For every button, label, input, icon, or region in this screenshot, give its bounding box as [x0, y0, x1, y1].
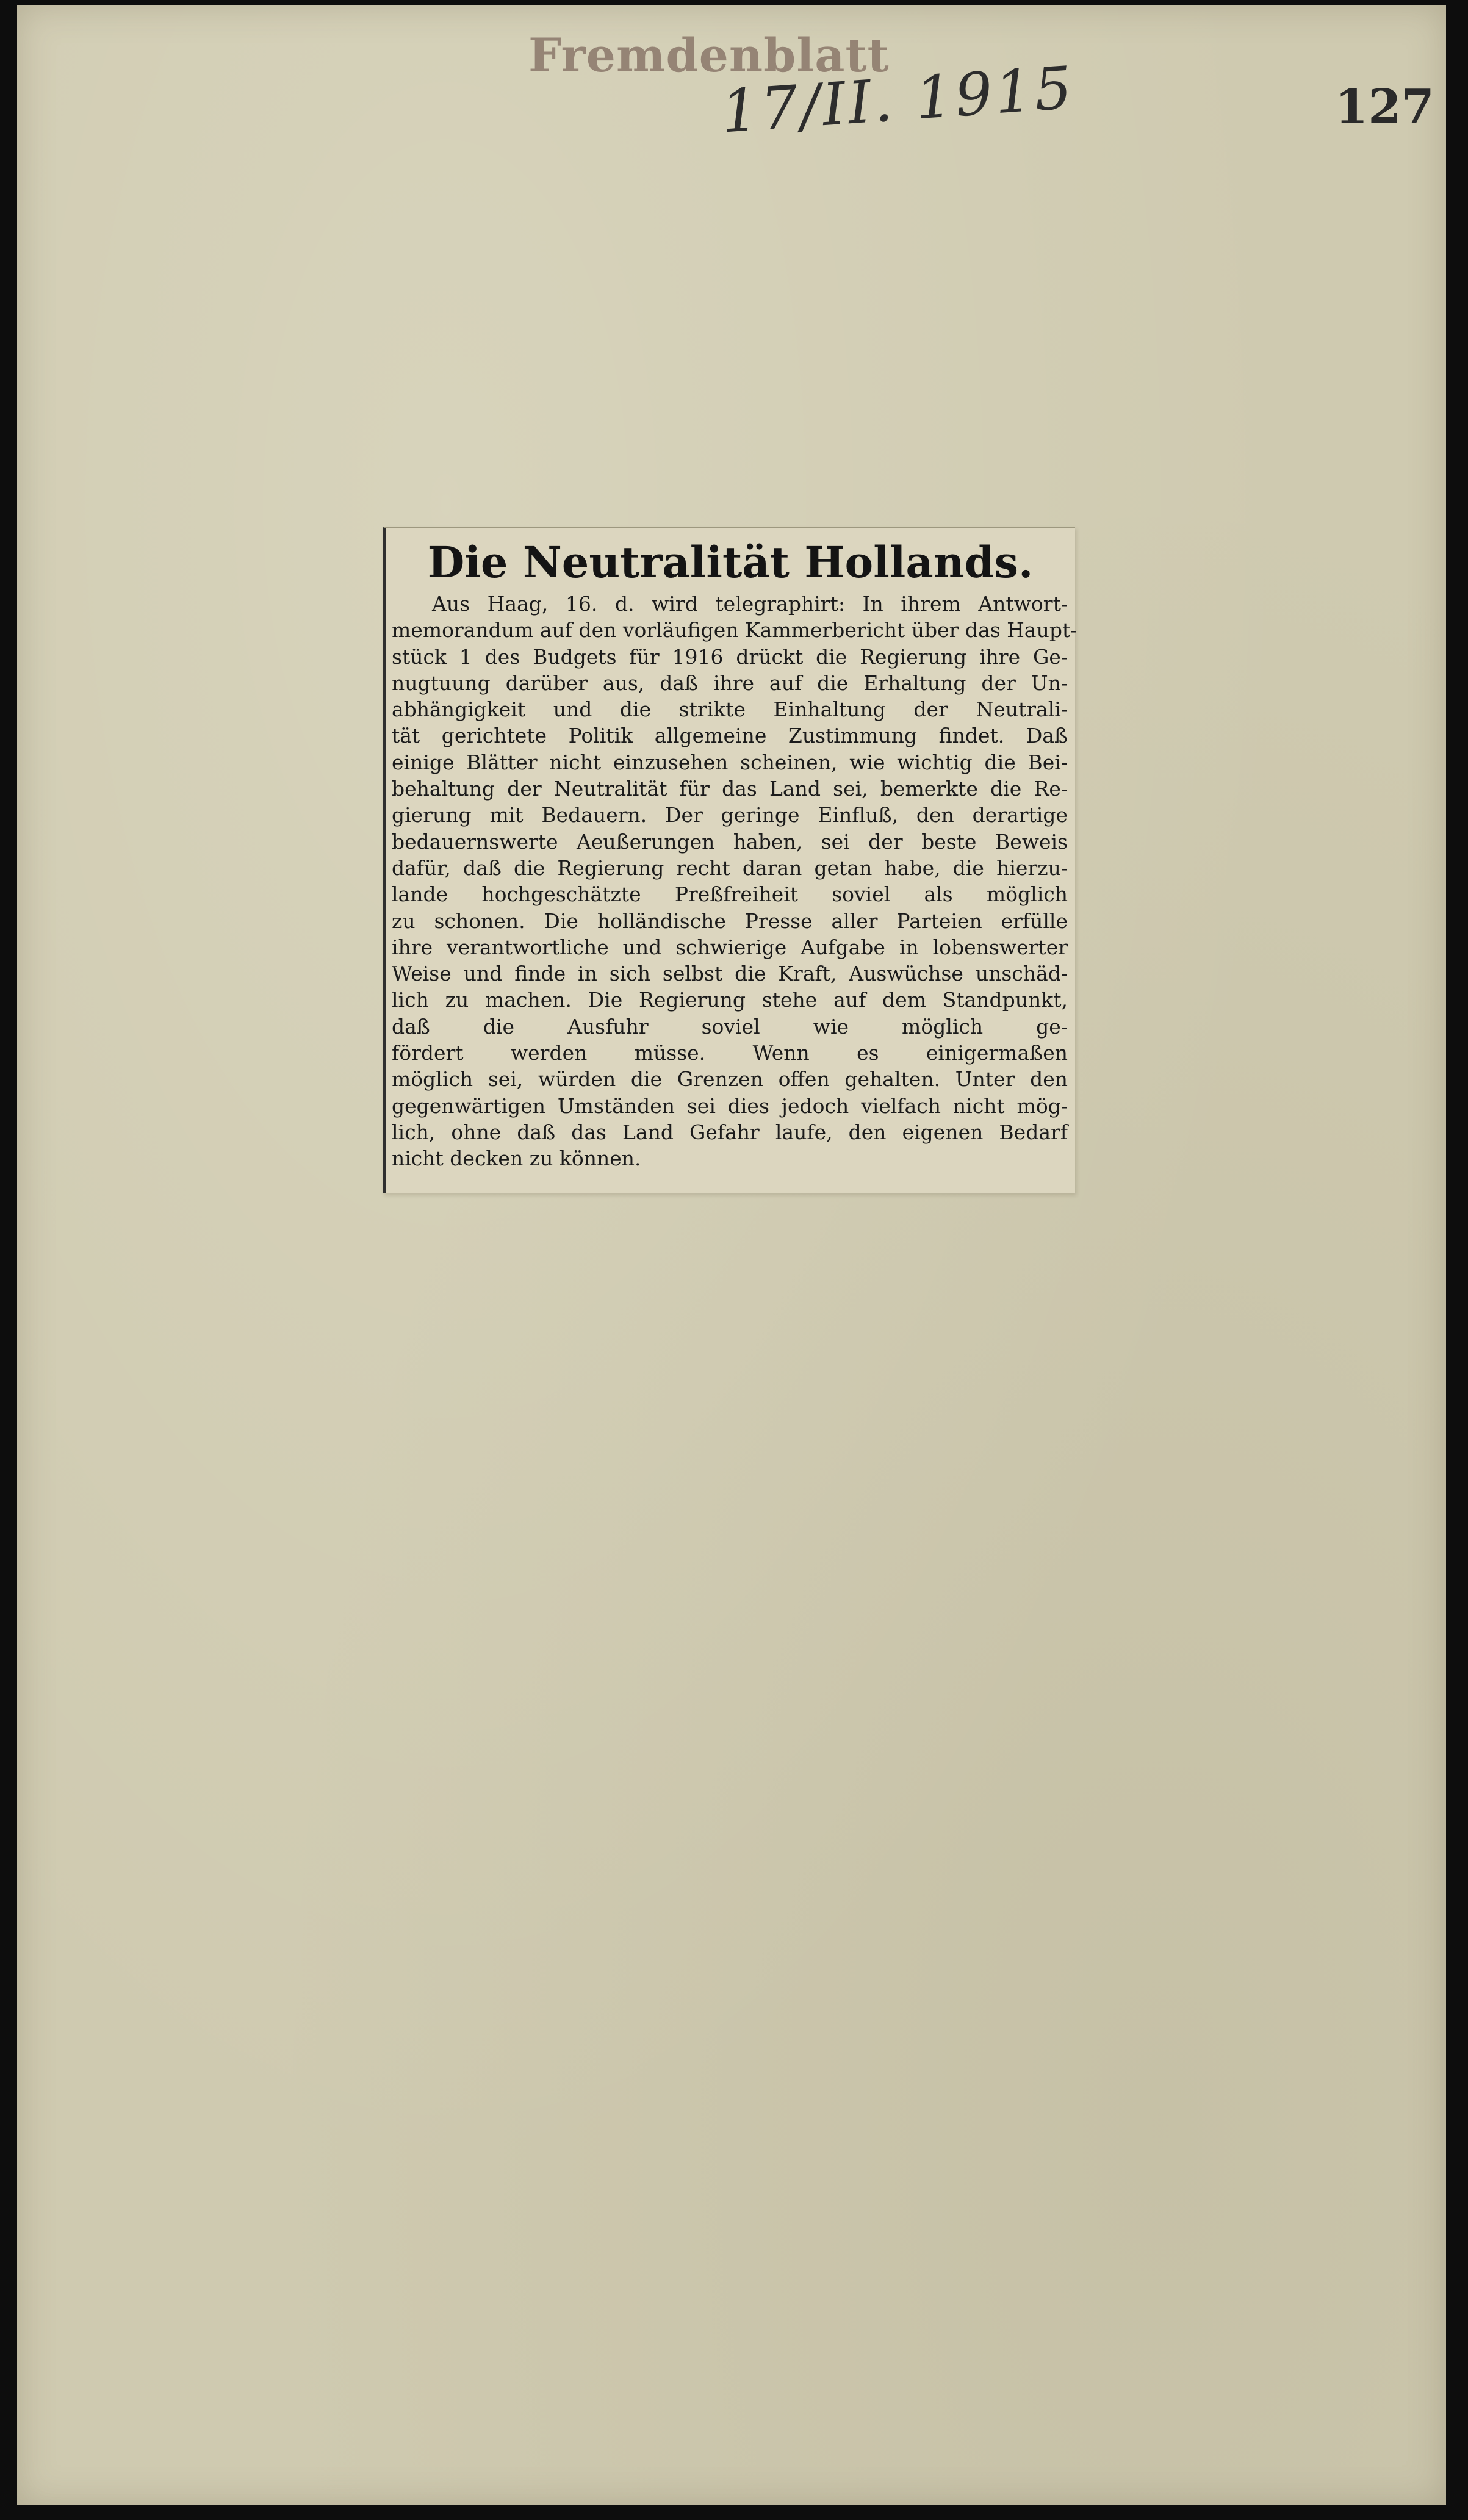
page-number: 127 — [1335, 79, 1434, 135]
newspaper-stamp: Fremdenblatt — [528, 28, 890, 82]
article-body — [392, 591, 1078, 1172]
article-line: tät gerichtete Politik allgemeine Zustimmung findet. Daß — [392, 724, 1068, 748]
article-line: einige Blätter nicht einzusehen scheinen, wie wichtig die Bei- — [392, 750, 1068, 774]
article-line: behaltung der Neutralität für das Land sei, bemerkte die Re- — [392, 777, 1068, 801]
article-line: lich, ohne daß das Land Gefahr laufe, den eigenen Bedarf — [392, 1120, 1068, 1144]
article-line: memorandum auf den vorläufigen Kammerbericht über das Haupt- — [392, 618, 1078, 643]
article-line: nicht decken zu können. — [392, 1147, 641, 1171]
article-line: lich zu machen. Die Regierung stehe auf dem Standpunkt, — [392, 988, 1068, 1012]
article-line: Aus Haag, 16. d. wird telegraphirt: In ihrem Antwort- — [432, 592, 1068, 616]
article-line: lande hochgeschätzte Preßfreiheit soviel als möglich — [392, 882, 1068, 907]
handwritten-date: 17/II. 1915 — [719, 53, 1077, 146]
newspaper-clipping — [383, 527, 1078, 1193]
article-line: gierung mit Bedauern. Der geringe Einfluß, den derartige — [392, 803, 1068, 827]
article-line: gegenwärtigen Umständen sei dies jedoch vielfach nicht mög- — [392, 1093, 1068, 1118]
article-title: Die Neutralität Hollands. — [427, 537, 1034, 588]
article-line: nugtuung darüber aus, daß ihre auf die Erhaltung der Un- — [392, 671, 1068, 695]
article-line: bedauernswerte Aeußerungen haben, sei der beste Beweis — [392, 829, 1068, 854]
article-line: Weise und finde in sich selbst die Kraft, Auswüchse unschäd- — [392, 962, 1068, 986]
article-line: möglich sei, würden die Grenzen offen gehalten. Unter den — [392, 1067, 1068, 1092]
article-line: daß die Ausfuhr soviel wie möglich ge- — [392, 1014, 1068, 1039]
article-line: fördert werden müsse. Wenn es einigermaßen — [392, 1041, 1068, 1065]
article-line: abhängigkeit und die strikte Einhaltung der Neutrali- — [392, 697, 1068, 722]
article-line: zu schonen. Die holländische Presse aller Parteien erfülle — [392, 909, 1068, 933]
article-line: ihre verantwortliche und schwierige Aufgabe in lobenswerter — [392, 935, 1068, 959]
article-line: stück 1 des Budgets für 1916 drückt die Regierung ihre Ge- — [392, 644, 1068, 669]
article-line: dafür, daß die Regierung recht daran getan habe, die hierzu- — [392, 855, 1068, 880]
archive-page — [17, 5, 1446, 2505]
